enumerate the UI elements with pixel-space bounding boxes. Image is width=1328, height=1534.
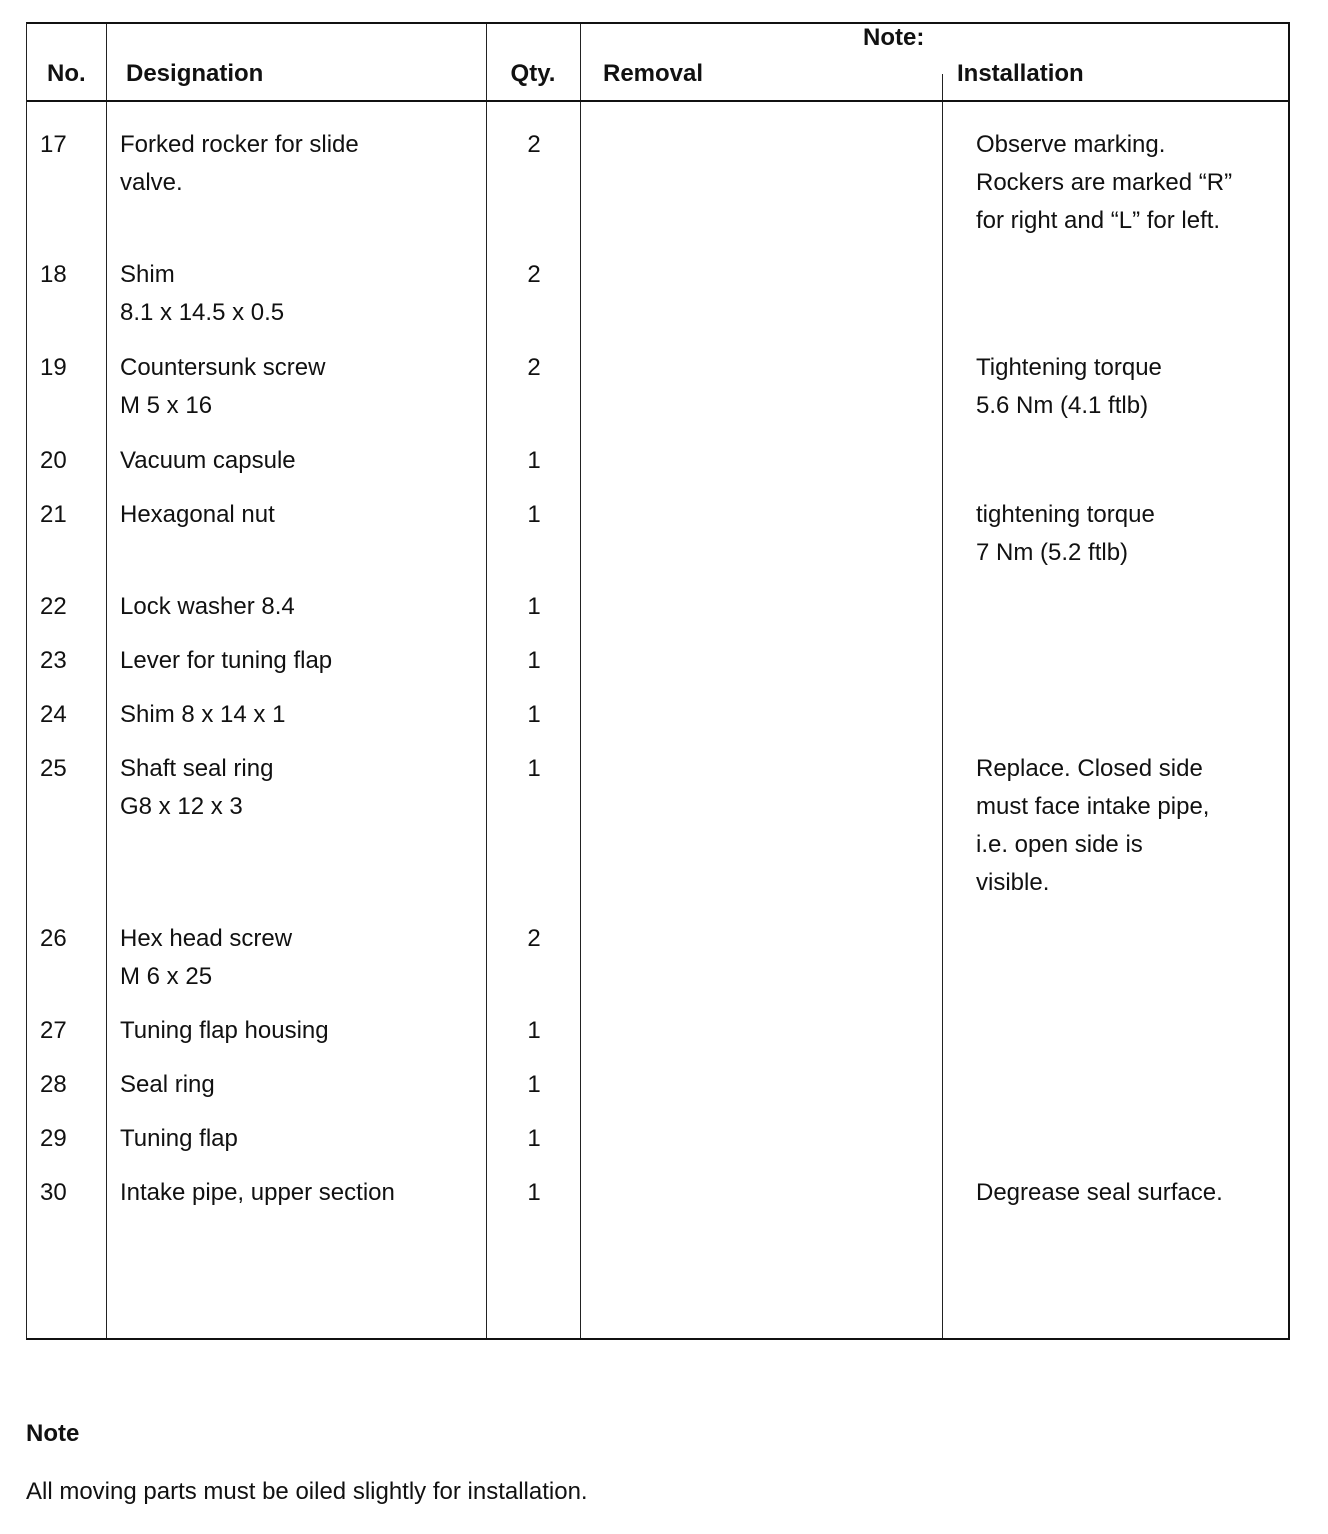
designation-line: Forked rocker for slide [120, 131, 359, 158]
row-number: 26 [40, 925, 67, 952]
column-divider [106, 24, 107, 1338]
designation-line: valve. [120, 169, 183, 196]
row-installation-note [976, 349, 1162, 425]
row-number: 28 [40, 1071, 67, 1098]
footer-note-title: Note [26, 1420, 80, 1447]
row-designation [120, 642, 332, 680]
installation-line: Replace. Closed side [976, 755, 1203, 782]
row-qty: 1 [527, 1071, 541, 1098]
installation-line: must face intake pipe, [976, 793, 1210, 820]
header-qty: Qty. [510, 60, 556, 87]
installation-line: Observe marking. [976, 131, 1166, 158]
row-designation [120, 1012, 329, 1050]
installation-line: 7 Nm (5.2 ftlb) [976, 539, 1129, 566]
row-qty: 1 [527, 447, 541, 474]
row-number: 17 [40, 131, 67, 158]
row-qty: 2 [527, 354, 541, 381]
installation-line: for right and “L” for left. [976, 207, 1221, 234]
footer-note-text: All moving parts must be oiled slightly for installation. [26, 1478, 588, 1505]
row-number: 25 [40, 755, 67, 782]
row-qty: 1 [527, 701, 541, 728]
designation-line: Tuning flap [120, 1125, 238, 1152]
designation-line: Vacuum capsule [120, 447, 296, 474]
row-number: 22 [40, 593, 67, 620]
row-designation [120, 920, 292, 996]
designation-line: M 5 x 16 [120, 392, 213, 419]
designation-line: Hex head screw [120, 925, 293, 952]
designation-line: Lock washer 8.4 [120, 593, 295, 620]
designation-line: Intake pipe, upper section [120, 1179, 395, 1206]
row-designation [120, 750, 273, 826]
designation-line: Seal ring [120, 1071, 215, 1098]
installation-line: 5.6 Nm (4.1 ftlb) [976, 392, 1149, 419]
column-divider [942, 74, 943, 1338]
row-designation [120, 1120, 238, 1158]
designation-line: Tuning flap housing [120, 1017, 329, 1044]
row-number: 23 [40, 647, 67, 674]
header-removal: Removal [603, 60, 704, 87]
row-designation [120, 696, 285, 734]
row-number: 20 [40, 447, 67, 474]
designation-line: G8 x 12 x 3 [120, 793, 243, 820]
header-divider [27, 100, 1288, 102]
installation-line: visible. [976, 869, 1050, 896]
row-designation [120, 496, 275, 534]
row-qty: 1 [527, 501, 541, 528]
row-qty: 2 [527, 131, 541, 158]
designation-line: 8.1 x 14.5 x 0.5 [120, 299, 285, 326]
installation-line: Degrease seal surface. [976, 1179, 1223, 1206]
row-designation [120, 442, 296, 480]
row-qty: 1 [527, 755, 541, 782]
row-number: 29 [40, 1125, 67, 1152]
row-qty: 2 [527, 261, 541, 288]
installation-line: Tightening torque [976, 354, 1162, 381]
header-note: Note: [863, 24, 925, 51]
row-installation-note [976, 1174, 1223, 1212]
header-designation: Designation [126, 60, 264, 87]
row-number: 30 [40, 1179, 67, 1206]
header-installation: Installation [957, 60, 1084, 87]
row-qty: 2 [527, 925, 541, 952]
designation-line: Hexagonal nut [120, 501, 275, 528]
row-number: 19 [40, 354, 67, 381]
designation-line: Shaft seal ring [120, 755, 274, 782]
row-designation [120, 1174, 395, 1212]
row-qty: 1 [527, 1179, 541, 1206]
installation-line: i.e. open side is [976, 831, 1143, 858]
designation-line: Lever for tuning flap [120, 647, 333, 674]
parts-table [26, 22, 1290, 1340]
row-qty: 1 [527, 593, 541, 620]
row-installation-note [976, 496, 1155, 572]
row-installation-note [976, 750, 1209, 902]
row-designation [120, 349, 325, 425]
row-number: 21 [40, 501, 67, 528]
designation-line: Countersunk screw [120, 354, 326, 381]
row-designation [120, 256, 284, 332]
designation-line: Shim [120, 261, 175, 288]
row-designation [120, 126, 359, 202]
row-number: 24 [40, 701, 67, 728]
designation-line: M 6 x 25 [120, 963, 213, 990]
row-qty: 1 [527, 1125, 541, 1152]
row-designation [120, 588, 295, 626]
row-installation-note [976, 126, 1232, 240]
row-qty: 1 [527, 1017, 541, 1044]
header-no: No. [47, 60, 86, 87]
installation-line: tightening torque [976, 501, 1155, 528]
installation-line: Rockers are marked “R” [976, 169, 1233, 196]
row-qty: 1 [527, 647, 541, 674]
row-number: 18 [40, 261, 67, 288]
row-number: 27 [40, 1017, 67, 1044]
designation-line: Shim 8 x 14 x 1 [120, 701, 286, 728]
row-designation [120, 1066, 215, 1104]
